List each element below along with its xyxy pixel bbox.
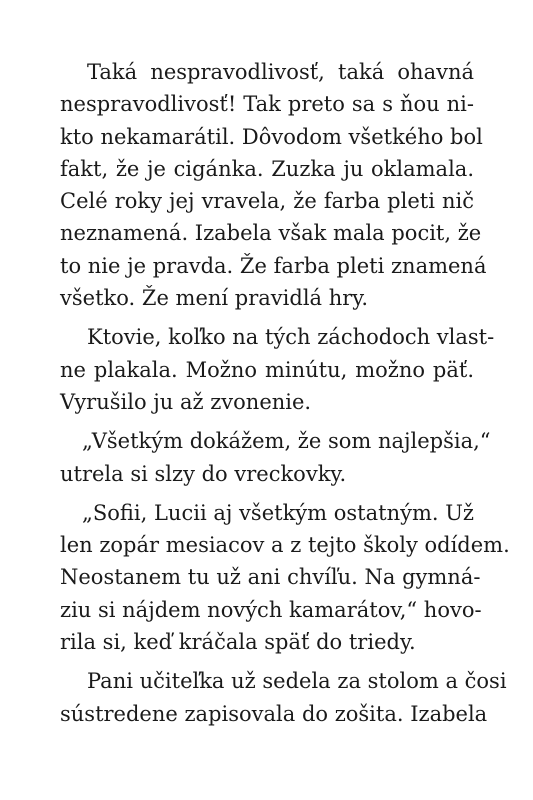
text-line: utrela si slzy do vreckovky. (60, 461, 347, 486)
paragraph-1 (60, 56, 487, 314)
text-line: Celé roky jej vravela, že farba pleti nič (60, 189, 474, 214)
paragraph-3 (60, 425, 491, 490)
text-line: kto nekamarátil. Dôvodom všetkého bol (60, 124, 483, 149)
text-line: Neostanem tu už ani chvíľu. Na gymná- (60, 565, 481, 590)
text-line: neznamená. Izabela však mala pocit, že (60, 221, 482, 246)
text-line: to nie je pravda. Že farba pleti znamená (60, 253, 487, 278)
text-line: Vyrušilo ju až zvonenie. (60, 389, 312, 414)
paragraph-2 (60, 321, 495, 418)
paragraph-5 (60, 665, 507, 730)
text-line: fakt, že je cigánka. Zuzka ju oklamala. (60, 156, 474, 181)
text-line: sústredene zapisovala do zošita. Izabela (60, 701, 488, 726)
text-line: len zopár mesiacov a z tejto školy odídem. (60, 533, 510, 558)
paragraph-4 (60, 497, 510, 658)
text-line: Taká nespravodlivosť, taká ohavná (87, 60, 474, 84)
text-line: „Všetkým dokážem, že som najlepšia,“ (82, 429, 491, 454)
text-line: ne plakala. Možno minútu, možno päť. (60, 357, 474, 382)
text-line: Pani učiteľka už sedela za stolom a čosi (87, 669, 507, 694)
book-page (60, 56, 510, 737)
text-line: Ktovie, koľko na tých záchodoch vlast- (87, 325, 495, 350)
text-line: rila si, keď kráčala späť do triedy. (60, 630, 416, 655)
text-line: ziu si nájdem nových kamarátov,“ hovo- (60, 597, 482, 622)
text-line: nespravodlivosť! Tak preto sa s ňou ni- (60, 92, 474, 117)
text-line: všetko. Že mení pravidlá hry. (60, 286, 369, 311)
text-line: „Sofii, Lucii aj všetkým ostatným. Už (82, 500, 474, 525)
